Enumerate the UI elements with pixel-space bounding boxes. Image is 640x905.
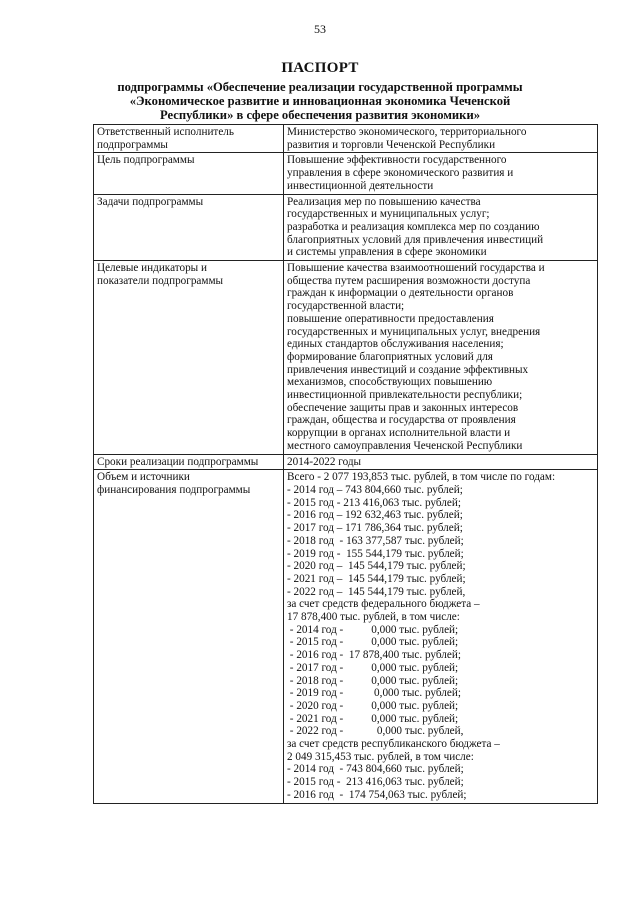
row-value-line: за счет средств федерального бюджета – [287,598,480,611]
row-value-line: привлечения инвестиций и создание эффективных [287,363,529,376]
row-value-line: - 2021 год – 145 544,179 тыс. рублей; [287,572,466,585]
row-value-cell [284,454,598,470]
passport-table [93,124,598,804]
row-value-line: - 2017 год – 171 786,364 тыс. рублей; [287,522,463,535]
row-value-cell [284,470,598,803]
passport-row [94,153,598,194]
row-value-line: - 2016 год - 17 878,400 тыс. рублей; [287,649,461,662]
row-value-line: - 2021 год - 0,000 тыс. рублей; [287,712,459,725]
row-value-line: - 2017 год - 0,000 тыс. рублей; [287,661,459,674]
subtitle-line: «Экономическое развитие и инновационная экономика Чеченской [129,94,511,108]
row-label-line: Целевые индикаторы и [97,262,207,275]
row-value-line: - 2014 год – 743 804,660 тыс. рублей; [287,483,463,496]
row-value-line: единых стандартов обслуживания населения; [287,338,504,351]
row-value-line: 2 049 315,453 тыс. рублей, в том числе: [287,750,474,763]
row-label-cell [94,125,284,153]
row-value-line: 2014-2022 годы [287,455,362,468]
row-value-line: Повышение эффективности государственного [287,154,507,167]
row-label-line: Цель подпрограммы [97,154,195,167]
row-value-cell [284,153,598,194]
row-value-line: и системы управления в сфере экономики [287,246,487,259]
row-value-line: - 2020 год – 145 544,179 тыс. рублей; [287,560,466,573]
row-value-line: - 2018 год - 163 377,587 тыс. рублей; [287,534,464,547]
row-value-line: граждан к информации о деятельности органов [287,287,514,300]
row-value-line: инвестиционной деятельности [287,179,434,192]
row-value-line: - 2016 год – 192 632,463 тыс. рублей; [287,509,463,522]
passport-row [94,125,598,153]
row-value-line: механизмов, способствующих повышению [287,376,493,389]
row-value-cell [284,194,598,261]
row-label-cell [94,261,284,455]
subtitle-line: подпрограммы «Обеспечение реализации государственной программы [117,80,523,94]
passport-row [94,470,598,803]
row-value-line: местного самоуправления Чеченской Республики [287,439,523,452]
row-value-line: граждан, общества и государства от проявления [287,414,516,427]
row-label-cell [94,470,284,803]
row-value-line: обеспечение защиты прав и законных интересов [287,401,519,414]
row-value-line: - 2014 год - 743 804,660 тыс. рублей; [287,763,464,776]
passport-row [94,261,598,455]
row-value-line: - 2015 год - 0,000 тыс. рублей; [287,636,459,649]
row-value-line: повышение оперативности предоставления [287,312,494,325]
document-subtitle [80,80,560,122]
row-value-line: развития и торговли Чеченской Республики [287,138,496,151]
row-value-line: - 2019 год - 0,000 тыс. рублей; [287,687,461,700]
document-title: ПАСПОРТ [281,60,359,76]
row-label-line: показатели подпрограммы [97,274,224,287]
row-label-line: Ответственный исполнитель [97,126,234,138]
row-value-line: государственных и муниципальных услуг; [287,208,490,221]
row-value-line: Повышение качества взаимоотношений государства и [287,262,545,275]
row-value-line: - 2020 год - 0,000 тыс. рублей; [287,699,459,712]
row-value-line: государственных и муниципальных услуг, внедрения [287,325,541,338]
row-label-line: Объем и источники [97,471,190,484]
subtitle-line: Республики» в сфере обеспечения развития экономики» [160,108,480,122]
row-value-line: общества путем расширения возможности доступа [287,274,531,287]
row-value-line: государственной власти; [287,300,405,313]
row-value-line: разработка и реализация комплекса мер по созданию [287,220,540,233]
row-value-line: Министерство экономического, территориального [287,126,527,138]
passport-table-body [94,125,598,804]
row-label-line: Сроки реализации подпрограммы [97,455,259,468]
row-value-line: за счет средств республиканского бюджета – [287,738,500,751]
row-value-line: - 2019 год - 155 544,179 тыс. рублей; [287,547,464,560]
row-value-line: 17 878,400 тыс. рублей, в том числе: [287,611,460,624]
row-value-line: Реализация мер по повышению качества [287,195,481,208]
row-value-cell [284,125,598,153]
row-value-line: - 2022 год – 145 544,179 тыс. рублей, [287,585,466,598]
row-value-line: благоприятных условий для привлечения инвестиций [287,233,544,246]
row-value-line: коррупции в органах исполнительной власти и [287,427,511,440]
page-number: 53 [314,22,326,36]
row-label-line: Задачи подпрограммы [97,195,204,208]
row-value-line: - 2018 год - 0,000 тыс. рублей; [287,674,459,687]
row-value-line: - 2014 год - 0,000 тыс. рублей; [287,623,459,636]
row-value-line: - 2022 год - 0,000 тыс. рублей, [287,725,464,738]
row-value-line: управления в сфере экономического развития и [287,167,514,180]
passport-row [94,454,598,470]
row-label-cell [94,454,284,470]
row-value-line: формирование благоприятных условий для [287,350,493,363]
row-label-line: подпрограммы [97,138,168,151]
row-value-line: - 2015 год - 213 416,063 тыс. рублей; [287,496,461,509]
row-label-cell [94,153,284,194]
row-value-line: - 2016 год - 174 754,063 тыс. рублей; [287,788,467,801]
passport-row [94,194,598,261]
row-value-line: Всего - 2 077 193,853 тыс. рублей, в том числе по годам: [287,471,556,484]
row-value-line: инвестиционной привлекательности республики; [287,389,523,402]
row-value-line: - 2015 год - 213 416,063 тыс. рублей; [287,776,464,789]
row-value-cell [284,261,598,455]
row-label-cell [94,194,284,261]
row-label-line: финансирования подпрограммы [97,483,251,496]
